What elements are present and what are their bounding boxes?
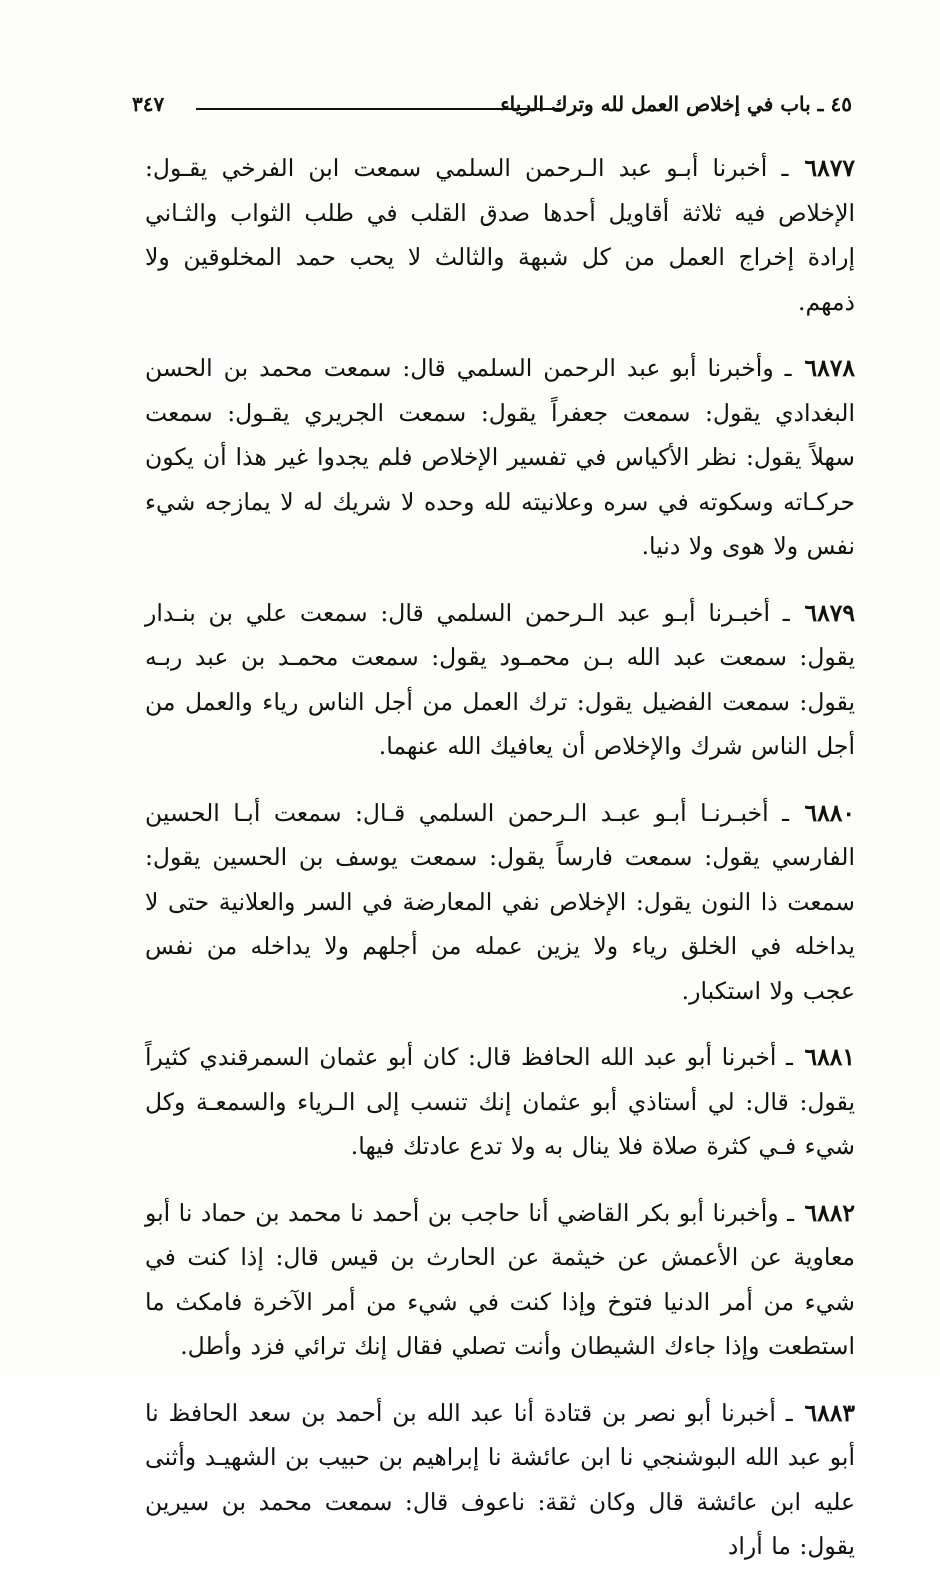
paragraph-text: ـ وأخبرنا أبو عبد الرحمن السلمي قال: سمعت محمد بن الحسن البغدادي يقول: سمعت جعفراً يقول: سمعت الجريري يقـول: سمعت سهلاً يقول: نظر الأكياس في تفسير الإخلاص فلم يجدوا غير هذا أن يكون حركـاته وسكوته في سره وعلانيته لله وحده لا شريك له لا يمازجه شيء نفس ولا هوى ولا دنيا. [145,354,855,560]
paragraph-6877 [145,146,855,324]
paragraph-number: ٦٨٧٨ [804,354,855,382]
paragraph-6881 [145,1035,855,1169]
page-body [145,146,855,1591]
paragraph-text: ـ أخبرنا أبو عبد الله الحافظ قال: كان أبو عثمان السمرقندي كثيراً يقول: قال: لي أستاذي أبو عثمان إنك تنسب إلى الـرياء والسمعـة وكل شيء فـي كثرة صلاة فلا ينال به ولا تدع عادتك فيها. [145,1043,855,1160]
chapter-title: ٤٥ ـ باب في إخلاص العمل لله وترك الرياء [500,92,852,116]
paragraph-number: ٦٨٨٠ [804,798,855,827]
paragraph-number: ٦٨٧٧ [804,154,855,182]
paragraph-text: ـ أخبـرنا أبـو عبد الـرحمن السلمي قال: سمعت علي بن بنـدار يقول: سمعت عبد الله بـن محمـود يقول: سمعت محمـد بن عبد ربـه يقول: سمعت الفضيل يقول: ترك العمل من أجل الناس رياء والعمل من أجل الناس شرك والإخلاص أن يعافيك الله عنهما. [145,598,855,760]
paragraph-6880 [145,791,855,1014]
paragraph-number: ٦٨٨١ [804,1043,855,1071]
paragraph-text: ـ وأخبرنا أبو بكر القاضي أنا حاجب بن أحمد نا محمد بن حماد نا أبو معاوية عن الأعمش عن خيثمة عن الحارث بن قيس قال: إذا كنت في شيء من أمر الدنيا فتوخ وإذا كنت في شيء من أمر الآخرة فامكث ما استطعت وإذا جاءك الشيطان وأنت تصلي فقال إنك ترائي فزد وأطل. [145,1198,855,1360]
paragraph-6883 [145,1391,855,1569]
paragraph-number: ٦٨٨٢ [804,1198,855,1227]
paragraph-number: ٦٨٧٩ [804,598,855,627]
paragraph-number: ٦٨٨٣ [804,1398,855,1427]
paragraph-text: ـ أخبرنا أبـو عبد الـرحمن السلمي سمعت ابن الفرخي يقـول: الإخلاص فيه ثلاثة أقاويل أحدها صدق القلب في طلب الثواب والثـاني إرادة إخراج العمل من كل شبهة والثالث لا يحب حمد المخلوقين ولا ذمهم. [145,154,855,316]
page-number: ٣٤٧ [132,92,165,116]
paragraph-6882 [145,1191,855,1369]
paragraph-6879 [145,591,855,769]
running-header [132,86,852,122]
paragraph-text: ـ أخبـرنـا أبـو عبـد الـرحمن السلمي قـال: سمعت أبـا الحسين الفارسي يقول: سمعت فارساً يقول: سمعت يوسف بن الحسين يقول: سمعت ذا النون يقول: الإخلاص نفي المعارضة في السر والعلانية حتى لا يداخله في الخلق رياء ولا يزين عمله من أجلهم ولا يداخله من نفس عجب ولا استكبار. [145,798,855,1005]
paragraph-6878 [145,346,855,569]
header-rule [196,108,562,110]
paragraph-text: ـ أخبرنا أبو نصر بن قتادة أنا عبد الله بن أحمد بن سعد الحافظ نا أبو عبد الله البوشنجي نا ابن عائشة نا إبراهيم بن حبيب بن الشهيـد وأثنى عليه ابن عائشة قال وكان ثقة: ناعوف قال: سمعت محمد بن سيرين يقول: ما أراد [145,1398,855,1560]
